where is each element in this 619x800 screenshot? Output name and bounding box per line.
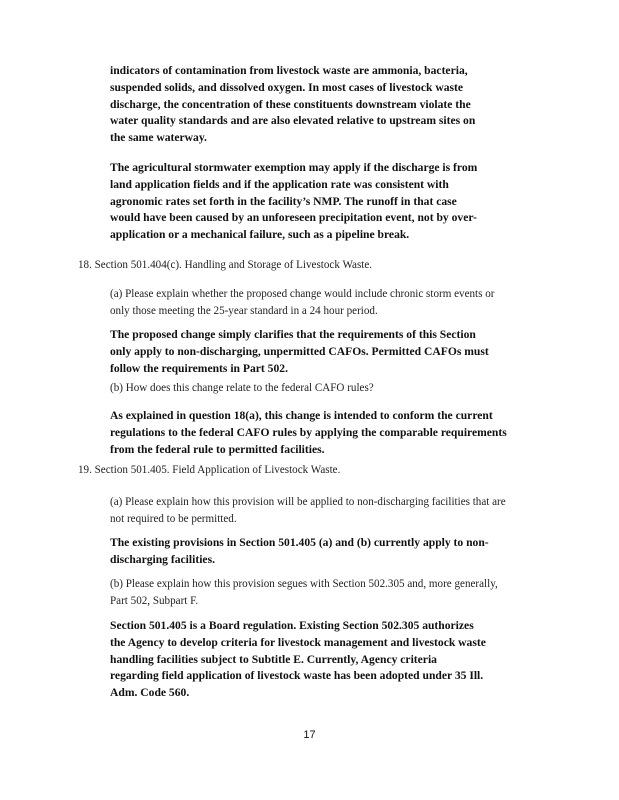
exemption-answer-paragraph: The agricultural stormwater exemption may apply if the discharge is from land application fields and if the application rate was consistent with agronomic rates set forth in the facility’s NMP. The runoff in that case would have been caused by an unforeseen precipitation event, not by over- application or a mechanical failure, such as a pipeline break. bbox=[110, 161, 478, 242]
section-19-answer-a: The existing provisions in Section 501.405 (a) and (b) currently apply to non- discharging facilities. bbox=[110, 536, 489, 566]
section-18-question-a: (a) Please explain whether the proposed change would include chronic storm events or only those meeting the 25-year standard in a 24 hour period. bbox=[110, 288, 495, 317]
section-19-question-b: (b) Please explain how this provision segues with Section 502.305 and, more generally, Part 502, Subpart F. bbox=[110, 578, 498, 607]
section-18-answer-a: The proposed change simply clarifies that the requirements of this Section only apply to non-discharging, unpermitted CAFOs. Permitted CAFOs must follow the requirements in Part 502. bbox=[110, 328, 489, 375]
section-19-heading: 19. Section 501.405. Field Application of Livestock Waste. bbox=[78, 464, 341, 476]
section-18-heading: 18. Section 501.404(c). Handling and Storage of Livestock Waste. bbox=[78, 259, 373, 271]
page-number: 17 bbox=[303, 729, 316, 741]
section-18-answer-b: As explained in question 18(a), this change is intended to conform the current regulations to the federal CAFO rules by applying the comparable requirements from the federal rule to permitted facilities. bbox=[110, 409, 507, 456]
section-18-question-b: (b) How does this change relate to the federal CAFO rules? bbox=[110, 382, 374, 394]
intro-answer-paragraph: indicators of contamination from livestock waste are ammonia, bacteria, suspended solids, and dissolved oxygen. In most cases of livestock waste discharge, the concentration of these constituents downstream violate the water quality standards and are also elevated relative to upstream sites on the same waterway. bbox=[110, 64, 476, 145]
section-19-question-a: (a) Please explain how this provision will be applied to non-discharging facilities that are not required to be permitted. bbox=[110, 496, 506, 525]
section-19-answer-b: Section 501.405 is a Board regulation. Existing Section 502.305 authorizes the Agency to develop criteria for livestock management and livestock waste handling facilities subject to Subtitle E. Currently, Agency criteria regarding field application of livestock waste has been adopted under 35 Ill. Adm. Code 560. bbox=[110, 619, 486, 700]
